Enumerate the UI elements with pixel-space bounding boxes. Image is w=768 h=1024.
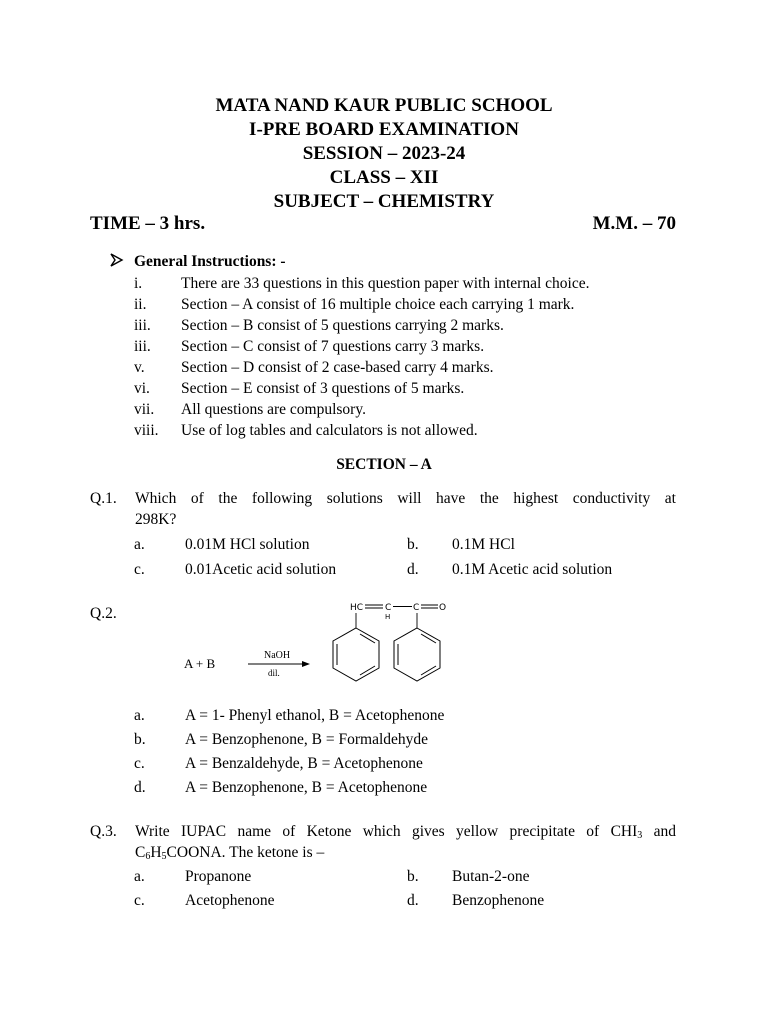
benzene-ring-2-icon (394, 628, 440, 681)
instruction-text: Section – D consist of 2 case-based carry 4 marks. (181, 359, 494, 376)
subscript: 6 (145, 851, 151, 862)
instruction-text: All questions are compulsory. (181, 401, 366, 418)
subscript: 3 (637, 830, 643, 841)
option-text: A = Benzophenone, B = Formaldehyde (185, 731, 429, 748)
option-text: 0.1M HCl (452, 536, 515, 553)
reaction-diagram (180, 598, 480, 704)
option-text: A = Benzaldehyde, B = Acetophenone (185, 755, 423, 772)
reaction-arrow-head-icon (302, 661, 310, 667)
question-number: Q.3. (90, 823, 117, 840)
option-text: Acetophenone (185, 892, 275, 909)
option-label: d. (407, 892, 419, 909)
subject-line: SUBJECT – CHEMISTRY (273, 191, 495, 212)
max-marks-label: M.M. – 70 (592, 213, 676, 234)
subscript: 5 (161, 851, 167, 862)
instructions-heading-text: General Instructions: - (134, 253, 286, 270)
instruction-text: Section – B consist of 5 questions carrying 2 marks. (181, 317, 504, 334)
question-text-part: and (642, 823, 676, 840)
question-text-part: H (150, 844, 162, 861)
option-label: a. (134, 536, 145, 553)
instruction-number: v. (134, 359, 145, 376)
instruction-text: Section – E consist of 3 questions of 5 marks. (181, 380, 465, 397)
exam-title: I-PRE BOARD EXAMINATION (249, 119, 519, 140)
question-text-line: 298K? (135, 511, 177, 528)
instruction-number: vi. (134, 380, 150, 397)
option-label: d. (407, 561, 419, 578)
question-text-part: Write IUPAC name of Ketone which gives yellow precipitate of CHI (135, 823, 638, 840)
school-name: MATA NAND KAUR PUBLIC SCHOOL (215, 95, 553, 116)
option-text: 0.01Acetic acid solution (185, 561, 337, 578)
benzene-ring-1-icon (333, 628, 379, 681)
option-label: a. (134, 868, 145, 885)
reaction-scheme-svg (180, 598, 480, 704)
question-text (135, 821, 676, 863)
instruction-number: iii. (134, 338, 151, 355)
instructions-heading (110, 252, 286, 272)
instruction-text: Use of log tables and calculators is not allowed. (181, 422, 478, 439)
option-label: b. (134, 731, 146, 748)
product-c-text: C (385, 603, 392, 613)
product-hc-text: HC (350, 603, 364, 613)
option-text: Butan-2-one (452, 868, 530, 885)
question-3 (90, 821, 676, 865)
arrow-bullet-icon (110, 252, 134, 272)
product-o-text: O (439, 603, 447, 613)
instruction-number: vii. (134, 401, 155, 418)
reagent-top-text: NaOH (264, 650, 291, 661)
reactants-text: A + B (184, 656, 216, 671)
section-title: SECTION – A (336, 456, 432, 473)
option-text: Propanone (185, 868, 252, 885)
question-number: Q.2. (90, 605, 117, 622)
instruction-number: ii. (134, 296, 147, 313)
question-number: Q.1. (90, 490, 117, 507)
option-text: A = Benzophenone, B = Acetophenone (185, 779, 428, 796)
product-h-text: H (385, 613, 391, 621)
question-text (135, 488, 676, 530)
option-label: d. (134, 779, 146, 796)
option-text: A = 1- Phenyl ethanol, B = Acetophenone (185, 707, 445, 724)
instruction-text: There are 33 questions in this question paper with internal choice. (181, 275, 590, 292)
session-line: SESSION – 2023-24 (302, 143, 466, 164)
instruction-text: Section – C consist of 7 questions carry 3 marks. (181, 338, 485, 355)
option-label: b. (407, 868, 419, 885)
option-label: c. (134, 755, 145, 772)
option-label: c. (134, 892, 145, 909)
product-c2-text: C (413, 603, 420, 613)
question-text-line: Which of the following solutions will have the highest conductivity at (135, 490, 676, 507)
question-text-part: COONA. The ketone is – (166, 844, 325, 861)
reagent-bottom-text: dil. (268, 668, 280, 678)
time-label: TIME – 3 hrs. (90, 213, 206, 234)
instruction-number: iii. (134, 317, 151, 334)
instruction-number: viii. (134, 422, 159, 439)
instruction-text: Section – A consist of 16 multiple choice each carrying 1 mark. (181, 296, 575, 313)
option-text: Benzophenone (452, 892, 545, 909)
option-text: 0.01M HCl solution (185, 536, 310, 553)
class-line: CLASS – XII (329, 167, 439, 188)
option-label: a. (134, 707, 145, 724)
option-text: 0.1M Acetic acid solution (452, 561, 613, 578)
option-label: b. (407, 536, 419, 553)
question-text-part: C (135, 844, 146, 861)
instruction-number: i. (134, 275, 143, 292)
option-label: c. (134, 561, 145, 578)
question-text-line (135, 844, 324, 861)
question-1 (90, 488, 676, 532)
question-text-line (135, 821, 676, 842)
